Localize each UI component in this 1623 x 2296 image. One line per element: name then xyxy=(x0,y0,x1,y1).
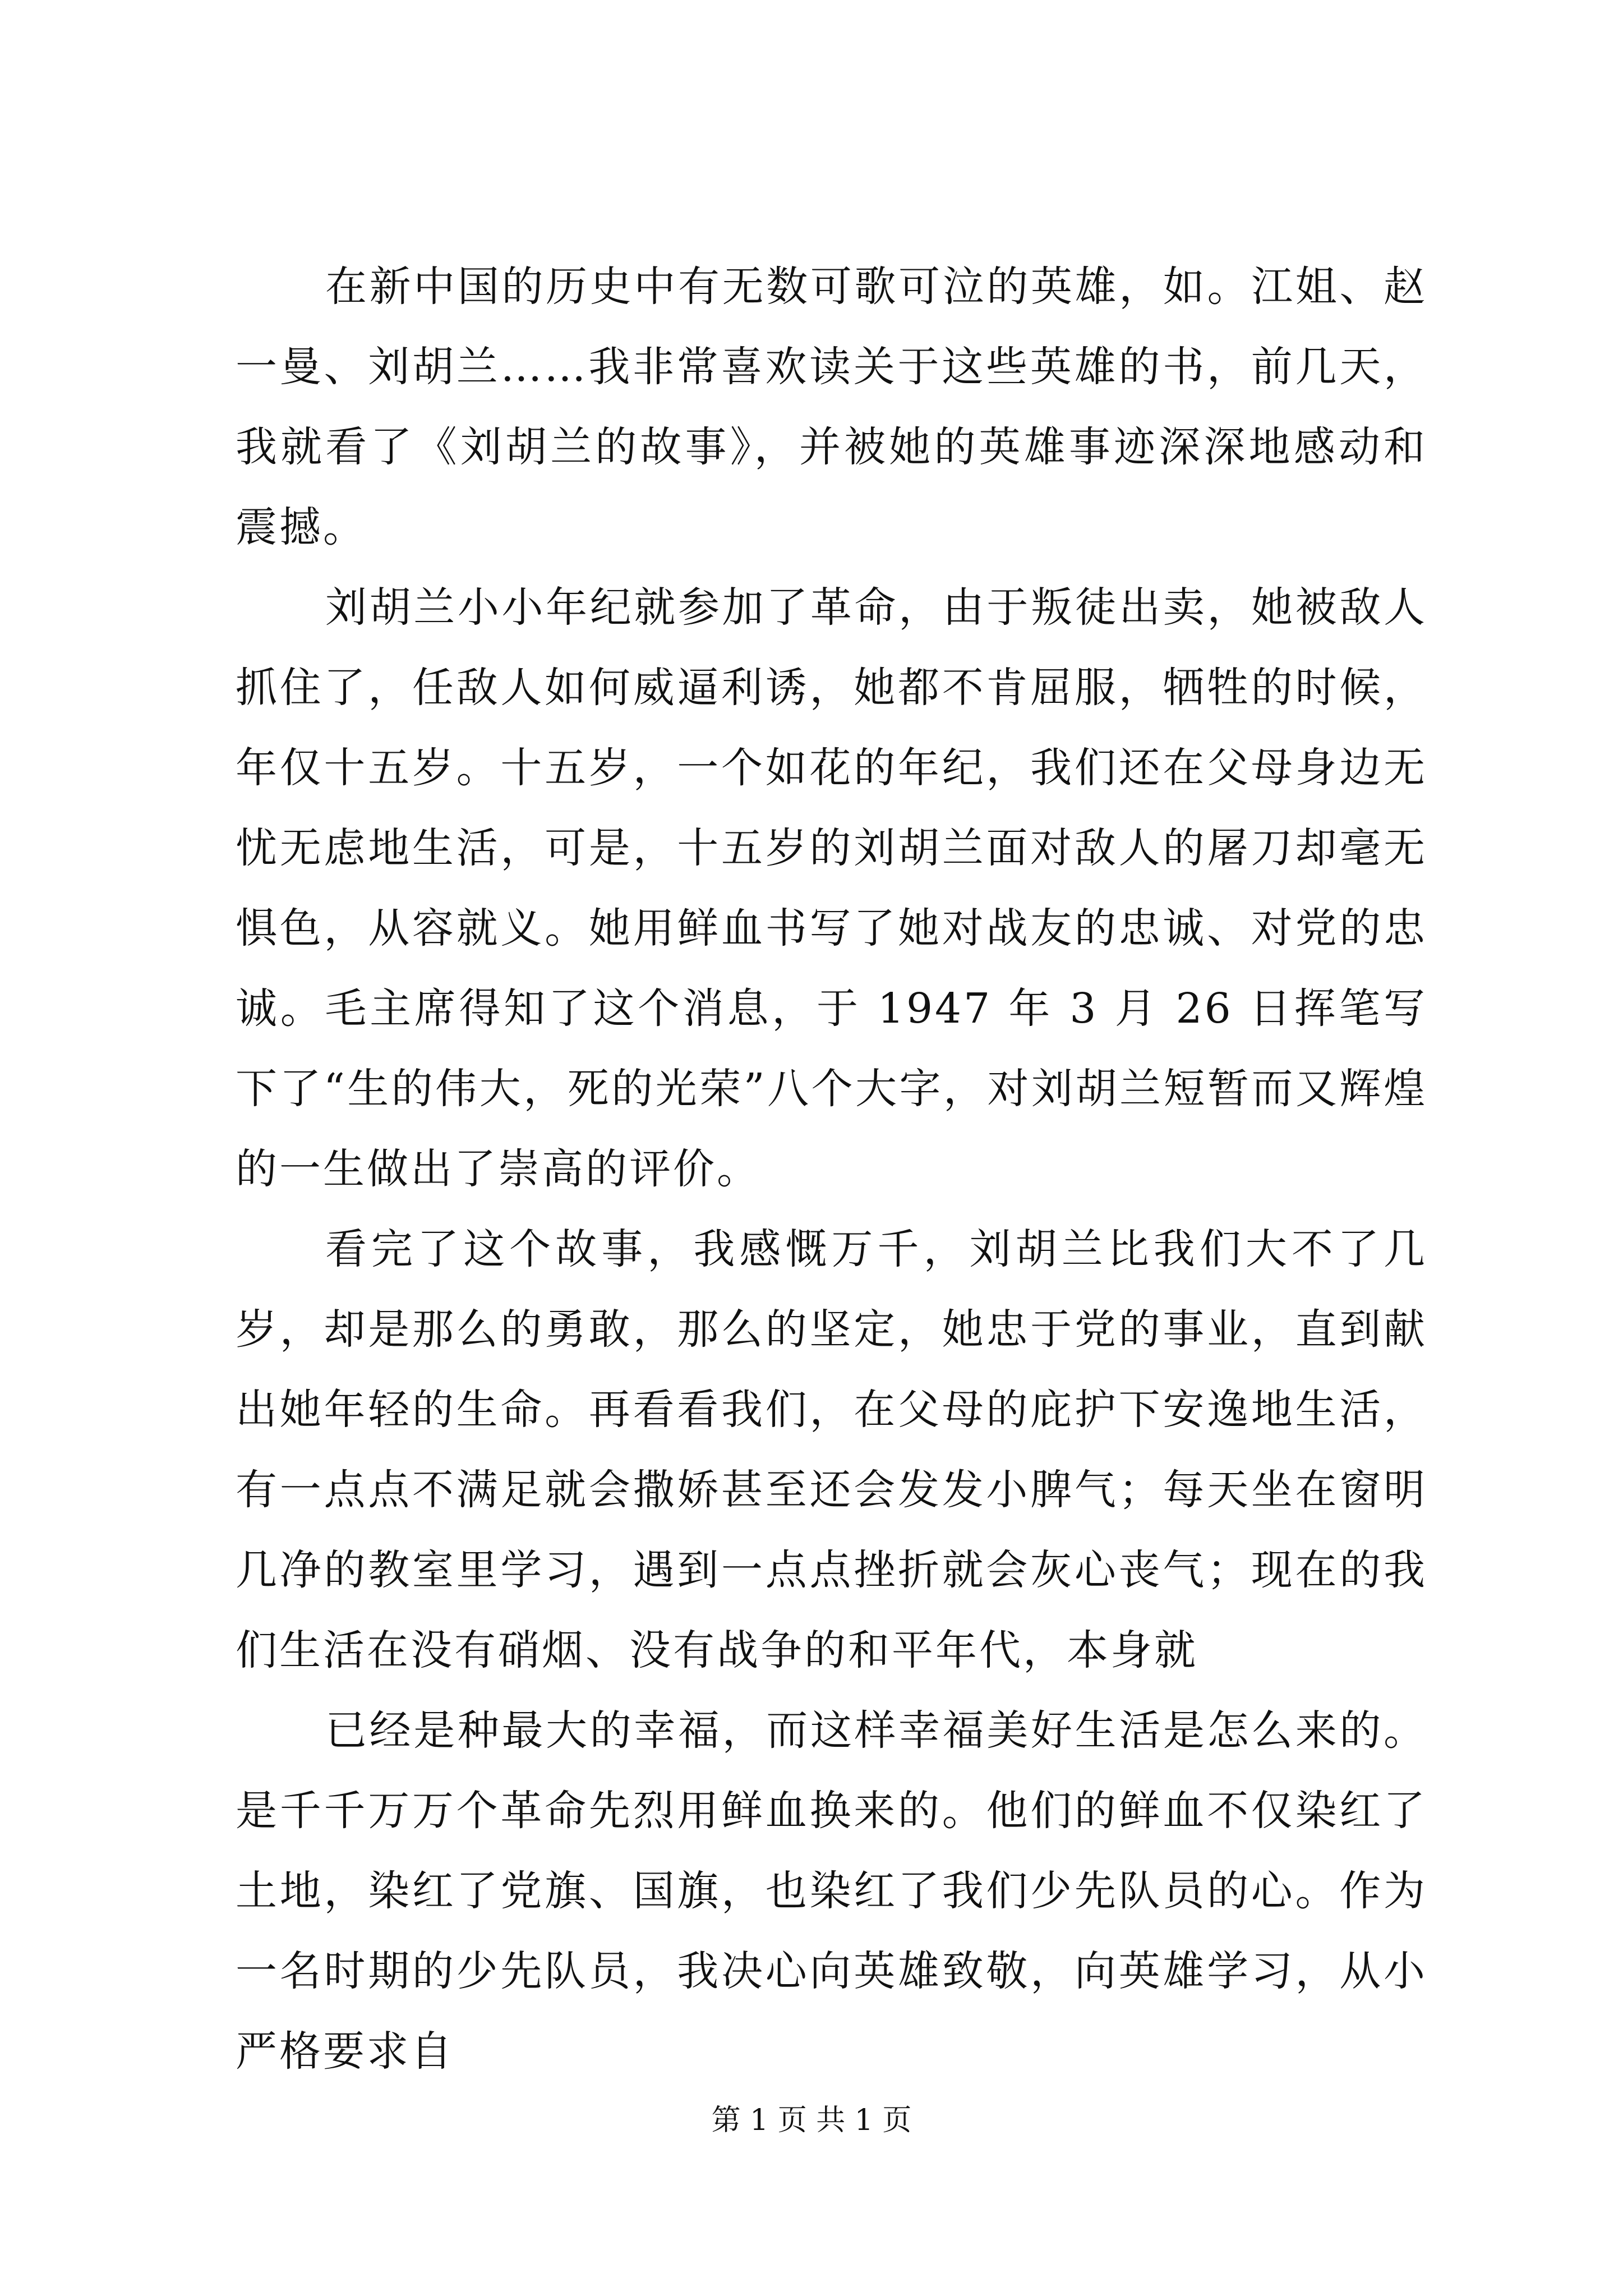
page-number-footer: 第 1 页 共 1 页 xyxy=(711,2104,912,2137)
paragraph-2: 刘胡兰小小年纪就参加了革命，由于叛徒出卖，她被敌人抓住了，任敌人如何威逼利诱，她都不肯屈服，牺牲的时候，年仅十五岁。十五岁，一个如花的年纪，我们还在父母身边无忧无虑地生活，可是，十五岁的刘胡兰面对敌人的屠刀却毫无惧色，从容就义。她用鲜血书写了她对战友的忠诚、对党的忠诚。毛主席得知了这个消息，于 1947 年 3 月 26 日挥笔写下了“生的伟大，死的光荣”八个大字，对刘胡兰短暂而又辉煌的一生做出了崇高的评价。 xyxy=(236,583,1427,1193)
paragraph-4: 已经是种最大的幸福，而这样幸福美好生活是怎么来的。是千千万万个革命先烈用鲜血换来的。他们的鲜血不仅染红了土地，染红了党旗、国旗，也染红了我们少先队员的心。作为一名时期的少先队员，我决心向英雄致敬，向英雄学习，从小严格要求自 xyxy=(236,1706,1427,2076)
document-body xyxy=(236,247,1427,2092)
paragraph-1: 在新中国的历史中有无数可歌可泣的英雄，如。江姐、赵一曼、刘胡兰……我非常喜欢读关于这些英雄的书，前几天，我就看了《刘胡兰的故事》，并被她的英雄事迹深深地感动和震撼。 xyxy=(236,263,1427,551)
paragraph-3: 看完了这个故事，我感慨万千，刘胡兰比我们大不了几岁，却是那么的勇敢，那么的坚定，她忠于党的事业，直到献出她年轻的生命。再看看我们，在父母的庇护下安逸地生活，有一点点不满足就会撒娇甚至还会发发小脾气；每天坐在窗明几净的教室里学习，遇到一点点挫折就会灰心丧气；现在的我们生活在没有硝烟、没有战争的和平年代，本身就 xyxy=(236,1225,1427,1674)
